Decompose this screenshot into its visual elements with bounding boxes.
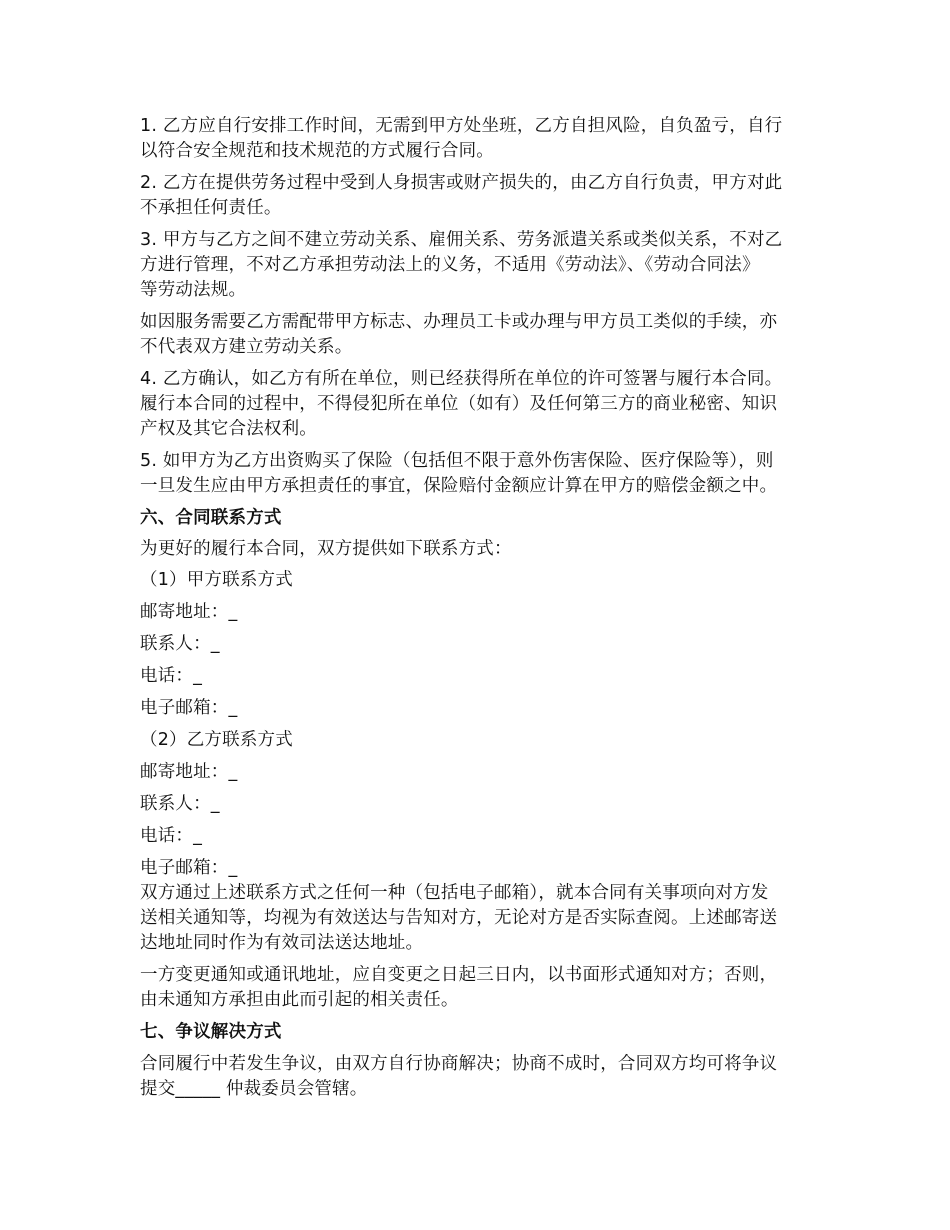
text-line: 3. 甲方与乙方之间不建立劳动关系、雇佣关系、劳务派遣关系或类似关系，不对乙: [140, 230, 783, 250]
text-line: 联系人：_: [140, 634, 220, 654]
text-line: 4. 乙方确认，如乙方有所在单位，则已经获得所在单位的许可签署与履行本合同。: [140, 369, 783, 389]
text-line: 不代表双方建立劳动关系。: [140, 337, 353, 357]
text-line: 履行本合同的过程中，不得侵犯所在单位（如有）及任何第三方的商业秘密、知识: [140, 394, 778, 414]
text-line: （1）甲方联系方式: [140, 570, 293, 590]
text-line: 不承担任何责任。: [140, 198, 282, 218]
text-line: 如因服务需要乙方需配带甲方标志、办理员工卡或办理与甲方员工类似的手续，亦: [140, 312, 778, 332]
text-line: 电话：_: [140, 666, 203, 686]
text-line: 双方通过上述联系方式之任何一种（包括电子邮箱），就本合同有关事项向对方发: [140, 883, 769, 903]
text-line: 为更好的履行本合同，双方提供如下联系方式：: [140, 539, 512, 559]
text-line: 电子邮箱：_: [140, 858, 238, 878]
text-line: 5. 如甲方为乙方出资购买了保险（包括但不限于意外伤害保险、医疗保险等），则: [140, 451, 774, 471]
text-line: 电话：_: [140, 826, 203, 846]
text-line: 以符合安全规范和技术规范的方式履行合同。: [140, 141, 494, 161]
text-line: 一方变更通知或通讯地址，应自变更之日起三日内，以书面形式通知对方；否则，: [140, 965, 778, 985]
text-line: 方进行管理，不对乙方承担劳动法上的义务，不适用《劳动法》、《劳动合同法》: [140, 255, 760, 275]
text-line: 等劳动法规。: [140, 280, 247, 300]
section-heading: 六、合同联系方式: [140, 508, 282, 528]
text-line: 2. 乙方在提供劳务过程中受到人身损害或财产损失的，由乙方自行负责，甲方对此: [140, 173, 783, 193]
text-line: 一旦发生应由甲方承担责任的事宜，保险赔付金额应计算在甲方的赔偿金额之中。: [140, 476, 778, 496]
text-line: 电子邮箱：_: [140, 698, 238, 718]
text-line: 邮寄地址：_: [140, 762, 238, 782]
text-line: 提交_____ 仲裁委员会管辖。: [140, 1079, 368, 1099]
text-line: 达地址同时作为有效司法送达地址。: [140, 933, 424, 953]
text-line: （2）乙方联系方式: [140, 730, 293, 750]
text-line: 联系人：_: [140, 794, 220, 814]
text-line: 产权及其它合法权利。: [140, 419, 317, 439]
section-heading: 七、争议解决方式: [140, 1022, 282, 1042]
text-line: 合同履行中若发生争议，由双方自行协商解决；协商不成时，合同双方均可将争议: [140, 1054, 778, 1074]
text-line: 1. 乙方应自行安排工作时间，无需到甲方处坐班，乙方自担风险，自负盈亏，自行: [140, 116, 783, 136]
text-line: 邮寄地址：_: [140, 602, 238, 622]
text-line: 由未通知方承担由此而引起的相关责任。: [140, 990, 459, 1010]
text-line: 送相关通知等，均视为有效送达与告知对方，无论对方是否实际查阅。上述邮寄送: [140, 908, 778, 928]
